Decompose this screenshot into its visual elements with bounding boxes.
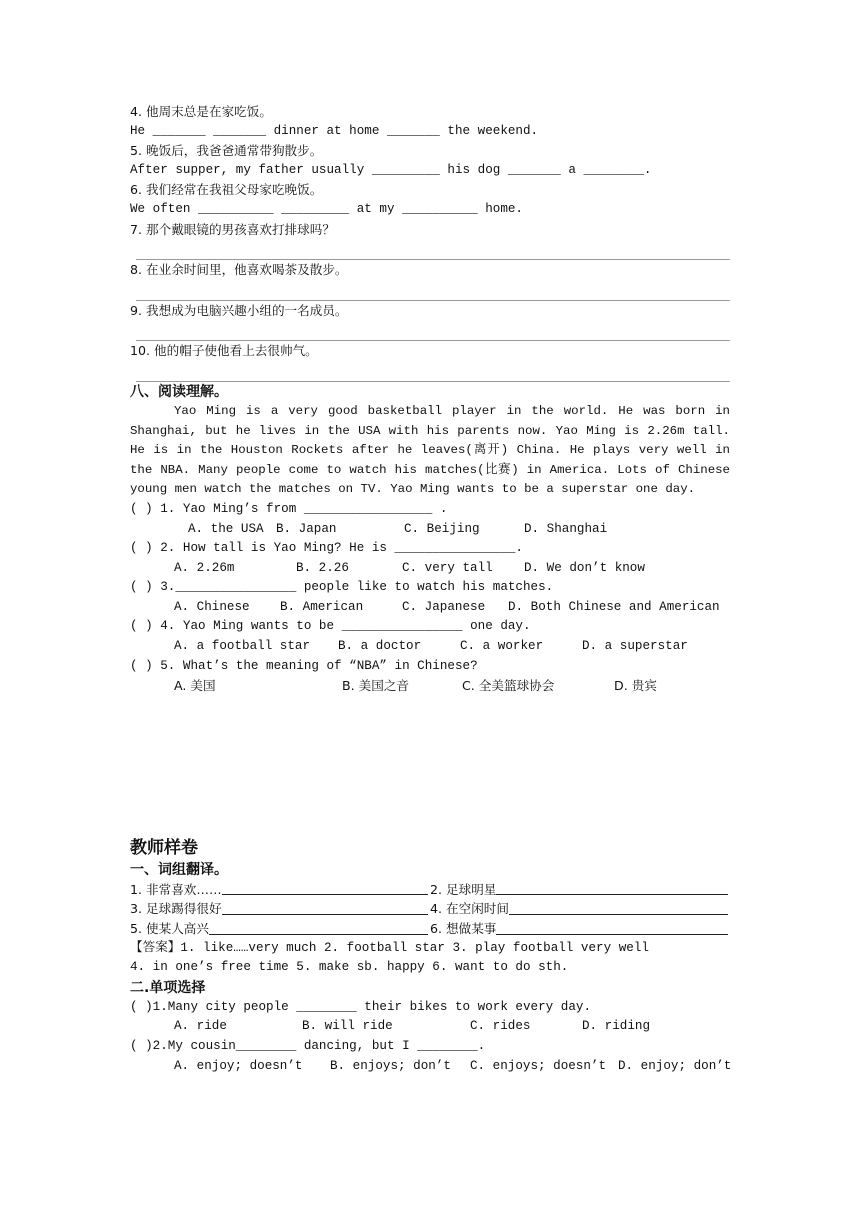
passage-text: Yao Ming is a very good basketball player in the world. He was born in Shanghai, but he lives in the USA with his parents now. Yao Ming is 2.26m tall. He is in the Houston Rockets after he leaves(离开) China. He plays very well in the NBA. Many people come to watch his matches(比赛) in America. Lots of Chinese young men watch the matches on TV. Yao Ming wants to be a superstar one day. xyxy=(130,403,730,497)
q4-option-a: A. a football star xyxy=(174,639,311,654)
question-1-options xyxy=(130,520,730,540)
vocab-blank xyxy=(209,919,428,935)
q3-option-d: D. Both Chinese and American xyxy=(508,599,720,614)
answer-key-line-2: 4. in one’s free time 5. make sb. happy 6. want to do sth. xyxy=(130,960,569,975)
reading-passage xyxy=(130,402,730,500)
mc-question-2-options xyxy=(130,1057,730,1077)
reading-heading: 八、阅读理解。 xyxy=(130,383,228,400)
q2-option-c: C. very tall xyxy=(402,560,493,575)
question-1-stem: ( ) 1. Yao Ming’s from _________________ . xyxy=(130,501,448,516)
translate-item-4-sentence: He _______ _______ dinner at home _______ the weekend. xyxy=(130,123,539,138)
q5-option-b: B. 美国之音 xyxy=(342,678,410,694)
mc1-option-c: C. rides xyxy=(470,1019,531,1034)
sentence-item-10: 10. 他的帽子使他看上去很帅气。 xyxy=(130,343,318,359)
mc-question-2-stem: ( )2.My cousin________ dancing, but I ________. xyxy=(130,1039,486,1053)
answer-line-8 xyxy=(136,280,730,301)
q1-option-c: C. Beijing xyxy=(404,521,480,536)
translate-item-5-prompt: 5. 晚饭后，我爸爸通常带狗散步。 xyxy=(130,143,323,159)
vocab-row xyxy=(130,880,730,900)
vocab-row xyxy=(130,899,730,919)
vocab-cell xyxy=(130,919,430,939)
question-4-options xyxy=(130,637,730,657)
q5-option-a: A. 美国 xyxy=(174,678,216,694)
q2-option-a: A. 2.26m xyxy=(174,560,235,575)
question-4-stem: ( ) 4. Yao Ming wants to be ________________ one day. xyxy=(130,619,531,634)
answer-line-10 xyxy=(136,361,730,382)
mc2-option-a: A. enjoy; doesn’t xyxy=(174,1058,303,1073)
q1-option-b: B. Japan xyxy=(276,521,337,536)
q5-option-d: D. 贵宾 xyxy=(614,678,657,694)
question-5-stem: ( ) 5. What’s the meaning of “NBA” in Chinese? xyxy=(130,658,478,673)
page-gap xyxy=(130,696,730,836)
vocab-cell xyxy=(130,899,430,919)
sentence-item-9: 9. 我想成为电脑兴趣小组的一名成员。 xyxy=(130,302,348,318)
q3-option-a: A. Chinese xyxy=(174,599,250,614)
vocab-cell xyxy=(430,919,730,939)
q4-option-d: D. a superstar xyxy=(582,639,688,654)
q1-option-d: D. Shanghai xyxy=(524,521,608,536)
vocab-row xyxy=(130,919,730,939)
q4-option-b: B. a doctor xyxy=(338,639,422,654)
vocab-blank xyxy=(496,919,728,935)
vocab-cell xyxy=(430,899,730,919)
vocab-blank xyxy=(509,899,728,915)
mc-question-1-options xyxy=(130,1017,730,1037)
translation-items xyxy=(130,102,730,220)
question-2-stem: ( ) 2. How tall is Yao Ming? He is ________________. xyxy=(130,541,523,556)
mc1-option-b: B. will ride xyxy=(302,1019,393,1034)
translate-item-6-prompt: 6. 我们经常在我祖父母家吃晚饭。 xyxy=(130,182,323,198)
vocab-label: 6. 想做某事 xyxy=(430,921,497,937)
mc1-option-d: D. riding xyxy=(582,1019,651,1034)
reading-questions xyxy=(130,500,730,696)
translate-item-5-sentence: After supper, my father usually _________ his dog _______ a ________. xyxy=(130,162,652,177)
q2-option-b: B. 2.26 xyxy=(296,560,349,575)
section-1-heading: 一、词组翻译。 xyxy=(130,861,228,878)
q3-option-c: C. Japanese xyxy=(402,599,486,614)
teacher-sample-title: 教师样卷 xyxy=(130,837,198,858)
q4-option-c: C. a worker xyxy=(460,639,544,654)
question-3-stem: ( ) 3.________________ people like to watch his matches. xyxy=(130,580,554,595)
vocab-label: 4. 在空闲时间 xyxy=(430,901,509,917)
vocab-label: 1. 非常喜欢…… xyxy=(130,881,222,897)
vocab-blank xyxy=(496,880,728,896)
vocab-table xyxy=(130,880,730,939)
sentence-item-7: 7. 那个戴眼镜的男孩喜欢打排球吗？ xyxy=(130,221,335,237)
mc2-option-b: B. enjoys; don’t xyxy=(330,1058,451,1073)
mc2-option-d: D. enjoy; don’t xyxy=(618,1058,732,1073)
section-2-heading: 二.单项选择 xyxy=(130,979,206,996)
sentence-items xyxy=(130,220,730,382)
worksheet-page xyxy=(130,102,730,1076)
vocab-blank xyxy=(222,899,428,915)
sentence-item-8: 8. 在业余时间里，他喜欢喝茶及散步。 xyxy=(130,262,348,278)
question-2-options xyxy=(130,559,730,579)
mc-question-1-stem: ( )1.Many city people ________ their bikes to work every day. xyxy=(130,999,592,1014)
mc2-option-c: C. enjoys; doesn’t xyxy=(470,1058,607,1073)
answer-line-7 xyxy=(136,239,730,260)
question-3-options xyxy=(130,598,730,618)
vocab-label: 3. 足球踢得很好 xyxy=(130,901,222,917)
translate-item-6-sentence: We often __________ _________ at my __________ home. xyxy=(130,201,523,216)
vocab-blank xyxy=(222,880,428,896)
vocab-label: 2. 足球明星 xyxy=(430,881,497,897)
answer-key-line-1: 【答案】1. like……very much 2. football star 3. play football very well xyxy=(130,940,649,955)
q5-option-c: C. 全美篮球协会 xyxy=(462,678,555,694)
q1-option-a: A. the USA xyxy=(188,521,264,536)
vocab-label: 5. 使某人高兴 xyxy=(130,921,209,937)
q3-option-b: B. American xyxy=(280,599,364,614)
answer-line-9 xyxy=(136,320,730,341)
question-5-options xyxy=(130,676,730,696)
vocab-cell xyxy=(430,880,730,900)
vocab-cell xyxy=(130,880,430,900)
translate-item-4-prompt: 4. 他周末总是在家吃饭。 xyxy=(130,104,272,119)
q2-option-d: D. We don’t know xyxy=(524,560,645,575)
mc1-option-a: A. ride xyxy=(174,1019,227,1034)
